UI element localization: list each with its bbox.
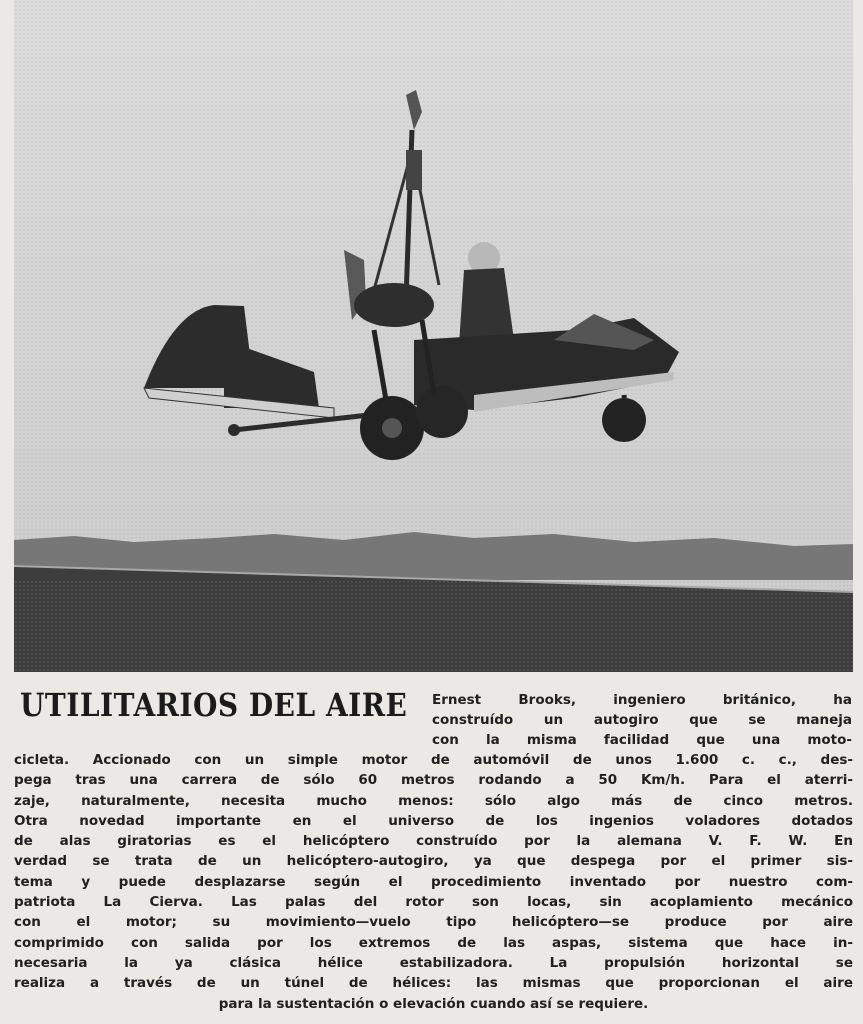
article-title: UTILITARIOS DEL AIRE bbox=[20, 686, 408, 724]
body-line: de alas giratorias es el helicóptero construído por la alemana V. F. W. En bbox=[14, 833, 853, 850]
body-line: tema y puede desplazarse según el procedimiento inventado por nuestro com- bbox=[14, 873, 853, 890]
article-body bbox=[14, 750, 853, 1014]
body-line: zaje, naturalmente, necesita mucho menos: sólo algo más de cinco metros. bbox=[14, 792, 853, 809]
body-line: para la sustentación o elevación cuando así se requiere. bbox=[218, 995, 649, 1012]
body-line: Otra novedad importante en el universo de los ingenios voladores dotados bbox=[14, 812, 853, 829]
autogiro-photo bbox=[14, 0, 853, 672]
body-line: necesaria la ya clásica hélice estabilizadora. La propulsión horizontal se bbox=[14, 954, 853, 971]
lead-line: Ernest Brooks, ingeniero británico, ha bbox=[432, 692, 852, 708]
body-line: con el motor; su movimiento—vuelo tipo helicóptero—se produce por aire bbox=[14, 914, 853, 931]
body-line: pega tras una carrera de sólo 60 metros rodando a 50 Km/h. Para el aterri- bbox=[14, 772, 853, 789]
body-line: comprimido con salida por los extremos de las aspas, sistema que hace in- bbox=[14, 934, 853, 951]
body-line: realiza a través de un túnel de hélices: las mismas que proporcionan el aire bbox=[14, 975, 853, 992]
body-line: cicleta. Accionado con un simple motor de automóvil de unos 1.600 c. c., des- bbox=[14, 752, 853, 768]
autogiro-illustration bbox=[14, 0, 853, 672]
lead-line: construído un autogiro que se maneja bbox=[432, 712, 852, 728]
body-line: verdad se trata de un helicóptero-autogiro, ya que despega por el primer sis- bbox=[14, 853, 853, 870]
body-line: patriota La Cierva. Las palas del rotor son locas, sin acoplamiento mecánico bbox=[14, 894, 853, 911]
lead-line: con la misma facilidad que una moto- bbox=[432, 732, 852, 748]
article-lead bbox=[432, 690, 852, 750]
